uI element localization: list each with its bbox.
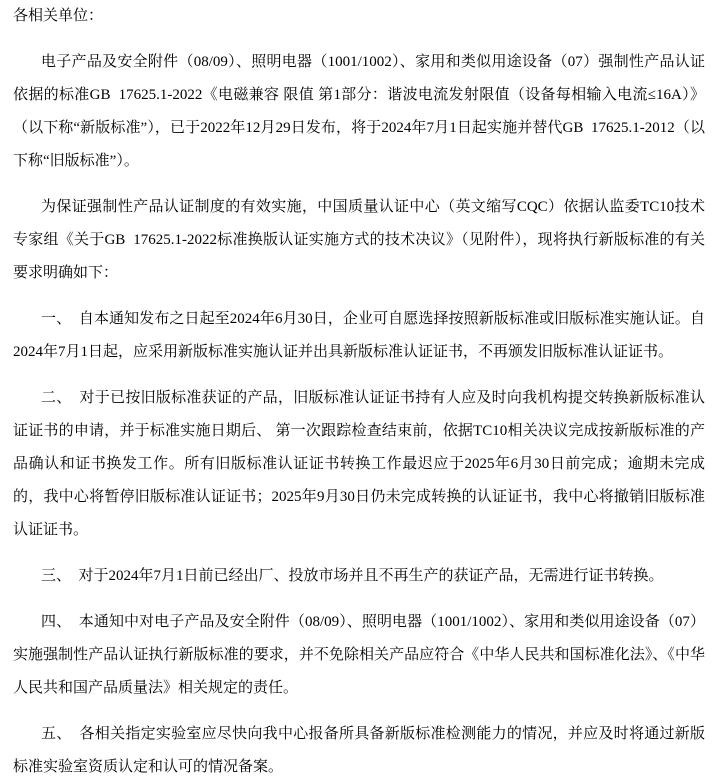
paragraph-item-3: 三、 对于2024年7月1日前已经出厂、投放市场并且不再生产的获证产品，无需进行证书转换。 bbox=[41, 568, 664, 584]
paragraph-background: 为保证强制性产品认证制度的有效实施，中国质量认证中心（英文缩写CQC）依据认监委TC10技术专家组《关于GB 17625.1-2022标准换版认证实施方式的技术决议》（见附件），现将执行新版标准的有关要求明确如下： bbox=[13, 199, 705, 281]
paragraph-item-1: 一、 自本通知发布之日起至2024年6月30日，企业可自愿选择按照新版标准或旧版标准实施认证。自2024年7月1日起，应采用新版标准实施认证并出具新版标准认证证书，不再颁发旧版标准认证证书。 bbox=[13, 311, 705, 360]
paragraph-item-2: 二、 对于已按旧版标准获证的产品，旧版标准认证证书持有人应及时向我机构提交转换新版标准认证证书的申请，并于标准实施日期后、 第一次跟踪检查结束前，依据TC10相关决议完成按新版标准的产品确认和证书换发工作。所有旧版标准认证证书转换工作最迟应于2025年6月30日前完成；逾期未完成的，我中心将暂停旧版标准认证证书；2025年9月30日仍未完成转换的认证证书，我中心将撤销旧版标准认证证书。 bbox=[13, 390, 705, 538]
paragraph-item-5: 五、 各相关指定实验室应尽快向我中心报备所具备新版标准检测能力的情况，并应及时将通过新版标准实验室资质认定和认可的情况备案。 bbox=[13, 726, 705, 775]
salutation: 各相关单位： bbox=[13, 8, 104, 24]
paragraph-standard-intro: 电子产品及安全附件（08/09）、照明电器（1001/1002）、家用和类似用途设备（07）强制性产品认证依据的标准GB 17625.1-2022《电磁兼容 限值 第1部分：谐波电流发射限值（设备每相输入电流≤16A）》（以下称“新版标准”），已于2022年12月29日发布，将于2024年7月1日起实施并替代GB 17625.1-2012（以下称“旧版标准”）。 bbox=[13, 54, 705, 169]
paragraph-item-4: 四、 本通知中对电子产品及安全附件（08/09）、照明电器（1001/1002）、家用和类似用途设备（07）实施强制性产品认证执行新版标准的要求，并不免除相关产品应符合《中华人民共和国标准化法》、《中华人民共和国产品质量法》相关规定的责任。 bbox=[13, 614, 705, 696]
